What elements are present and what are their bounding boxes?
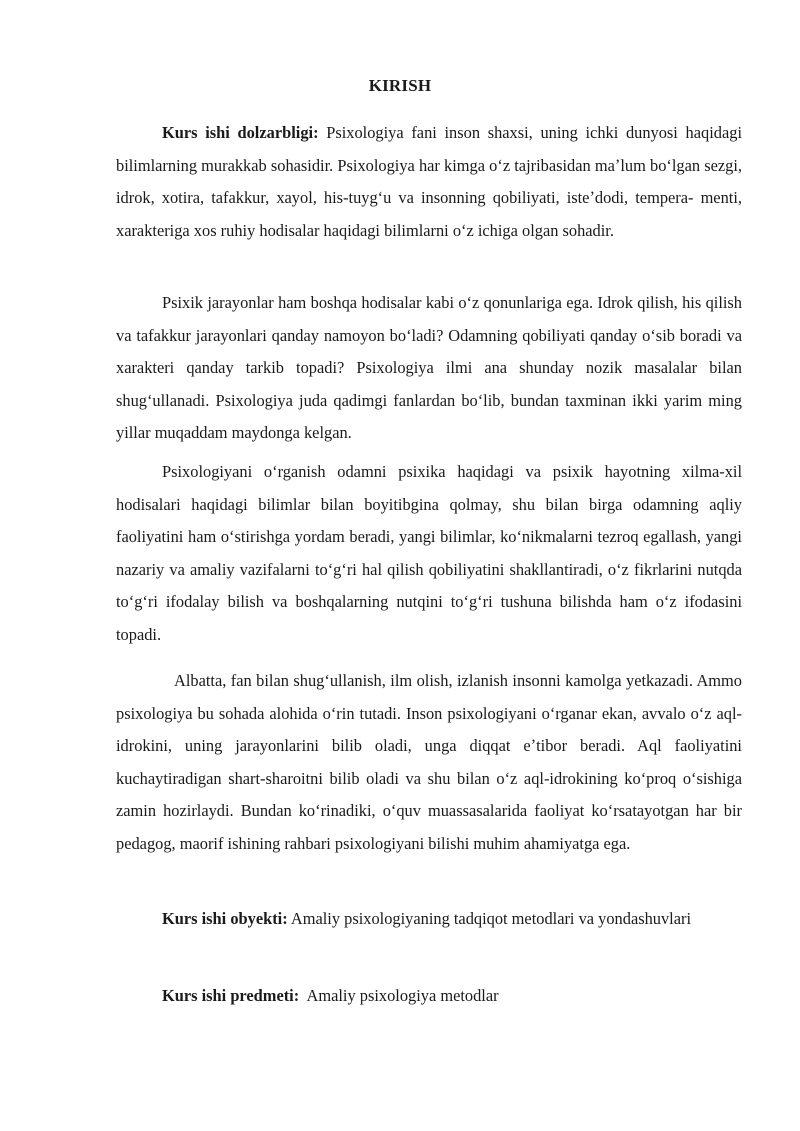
paragraph-relevance (116, 117, 742, 247)
paragraph-subject (116, 980, 742, 1013)
paragraph-label: Kurs ishi dolzarbligi: (162, 123, 319, 142)
paragraph-study-benefits (116, 456, 742, 651)
paragraph-psychic-processes (116, 287, 742, 450)
paragraph-text: Psixologiyani oʻrganish odamni psixika haqidagi va psixik hayotning xilma-xil hodisalari haqidagi bilimlar bilan boyitibgina qolmay, shu bilan birga odamning aqliy faoliyatini ham oʻstirishga yordam beradi, yangi bilimlar, koʻnikmalarni tezroq egallash, yangi nazariy va amaliy vazifalarni toʻgʻri hal qilish qobiliyatini shakllantiradi, oʻz fikrlarini nutqda toʻgʻri ifodalay bilish va boshqalarning nutqini toʻgʻri tushuna bilishda ham oʻz ifodasini topadi. (116, 462, 742, 644)
page-title: KIRISH (368, 76, 432, 95)
paragraph-text: Amaliy psixologiya metodlar (299, 986, 499, 1005)
paragraph-label: Kurs ishi predmeti: (162, 986, 300, 1005)
paragraph-object (116, 903, 742, 936)
paragraph-text: Psixologiya fani inson shaxsi, uning ichki dunyosi haqidagi bilimlarning murakkab sohasidir. Psixologiya har kimga oʻz tajribasidan maʼlum boʻlgan sezgi, idrok, xotira, tafakkur, xayol, his-tuygʻu va insonning qobiliyati, isteʼdodi, tempera- menti, xarakteriga xos ruhiy hodisalar haqidagi bilimlarni oʻz ichiga olgan sohadir. (116, 123, 742, 240)
paragraph-text: Amaliy psixologiyaning tadqiqot metodlari va yondashuvlari (287, 909, 692, 928)
paragraph-text: Psixik jarayonlar ham boshqa hodisalar kabi oʻz qonunlariga ega. Idrok qilish, his qilish va tafakkur jarayonlari qanday namoyon boʻladi? Odamning qobiliyati qanday oʻsib boradi va xarakteri qanday tarkib topadi? Psixologiya ilmi ana shunday nozik masalalar bilan shugʻullanadi. Psixologiya juda qadimgi fanlardan boʻlib, bundan taxminan ikki yarim ming yillar muqaddam maydonga kelgan. (116, 293, 742, 442)
paragraph-label: Kurs ishi obyekti: (162, 909, 288, 928)
paragraph-importance (116, 665, 742, 860)
paragraph-text: Albatta, fan bilan shugʻullanish, ilm olish, izlanish insonni kamolga yetkazadi. Ammo psixologiya bu sohada alohida oʻrin tutadi. Inson psixologiyani oʻrganar ekan, avvalo oʻz aql-idrokini, uning jarayonlarini bilib oladi, unga diqqat eʼtibor beradi. Aql faoliyatini kuchaytiradigan shart-sharoitni bilib oladi va shu bilan oʻz aql-idrokining koʻproq oʻsishiga zamin hozirlaydi. Bundan koʻrinadiki, oʻquv muassasalarida faoliyat koʻrsatayotgan har bir pedagog, maorif ishining rahbari psixologiyani bilishi muhim ahamiyatga ega. (116, 671, 742, 853)
